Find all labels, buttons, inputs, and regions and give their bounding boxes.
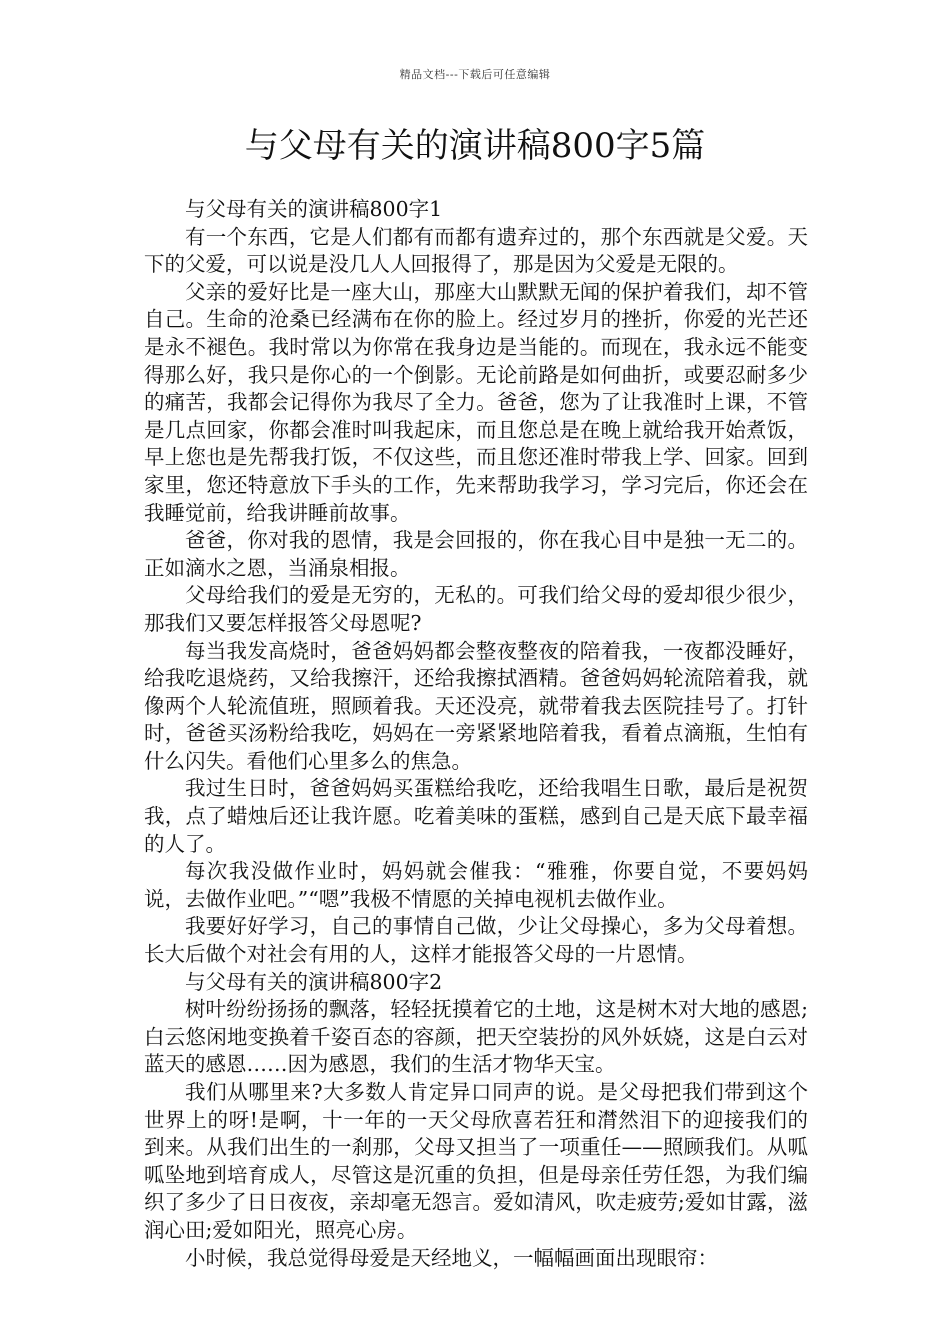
- paragraph: 我过生日时，爸爸妈妈买蛋糕给我吃，还给我唱生日歌，最后是祝贺我，点了蜡烛后还让我许愿。吃着美味的蛋糕，感到自己是天底下最幸福的人了。: [144, 776, 808, 856]
- paragraph: 爸爸，你对我的恩情，我是会回报的，你在我心目中是独一无二的。正如滴水之恩，当涌泉相报。: [144, 528, 808, 580]
- paragraph: 小时候，我总觉得母爱是天经地义，一幅幅画面出现眼帘：: [185, 1245, 718, 1270]
- paragraph: 有一个东西，它是人们都有而都有遗弃过的，那个东西就是父爱。天下的父爱，可以说是没几人人回报得了，那是因为父爱是无限的。: [144, 224, 808, 277]
- paragraph: 父母给我们的爱是无穷的，无私的。可我们给父母的爱却很少很少，那我们又要怎样报答父母恩呢?: [144, 583, 808, 635]
- page-header: 精品文档---下载后可任意编辑: [399, 68, 551, 81]
- document-body: [144, 196, 808, 1272]
- document-title: 与父母有关的演讲稿800字5篇: [244, 126, 706, 166]
- section-heading: 与父母有关的演讲稿800字2: [185, 969, 443, 994]
- paragraph: 每次我没做作业时，妈妈就会催我：“雅雅，你要自觉，不要妈妈说，去做作业吧。”“嗯”我极不情愿的关掉电视机去做作业。: [144, 859, 808, 911]
- paragraph: 树叶纷纷扬扬的飘落，轻轻抚摸着它的土地，这是树木对大地的感恩;白云悠闲地变换着千姿百态的容颜，把天空装扮的风外妖娆，这是白云对蓝天的感恩……因为感恩，我们的生活才物华天宝。: [144, 997, 808, 1077]
- paragraph: 父亲的爱好比是一座大山，那座大山默默无闻的保护着我们，却不管自己。生命的沧桑已经满布在你的脸上。经过岁月的挫折，你爱的光芒还是永不褪色。我时常以为你常在我身边是当能的。而现在，我永远不能变得那么好，我只是你心的一个倒影。无论前路是如何曲折，或要忍耐多少的痛苦，我都会记得你为我尽了全力。爸爸，您为了让我准时上课，不管是几点回家，你都会准时叫我起床，而且您总是在晚上就给我开始煮饭，早上您也是先帮我打饭，不仅这些，而且您还准时带我上学、回家。回到家里，您还特意放下手头的工作，先来帮助我学习，学习完后，你还会在我睡觉前，给我讲睡前故事。: [144, 279, 808, 525]
- section-heading: 与父母有关的演讲稿800字1: [185, 197, 443, 221]
- paragraph: 每当我发高烧时，爸爸妈妈都会整夜整夜的陪着我，一夜都没睡好，给我吃退烧药，又给我擦汗，还给我擦拭酒精。爸爸妈妈轮流陪着我，就像两个人轮流值班，照顾着我。天还没亮，就带着我去医院挂号了。打针时，爸爸买汤粉给我吃，妈妈在一旁紧紧地陪着我，看着点滴瓶，生怕有什么闪失。看他们心里多么的焦急。: [144, 638, 808, 773]
- paragraph: 我们从哪里来?大多数人肯定异口同声的说。是父母把我们带到这个世界上的呀!是啊，十一年的一天父母欣喜若狂和潸然泪下的迎接我们的到来。从我们出生的一刹那，父母又担当了一项重任——照顾我们。从呱呱坠地到培育成人，尽管这是沉重的负担，但是母亲任劳任怨，为我们编织了多少了日日夜夜，亲却毫无怨言。爱如清风，吹走疲劳;爱如甘露，滋润心田;爱如阳光，照亮心房。: [144, 1080, 808, 1242]
- paragraph: 我要好好学习，自己的事情自己做，少让父母操心，多为父母着想。长大后做个对社会有用的人，这样才能报答父母的一片恩情。: [144, 914, 808, 967]
